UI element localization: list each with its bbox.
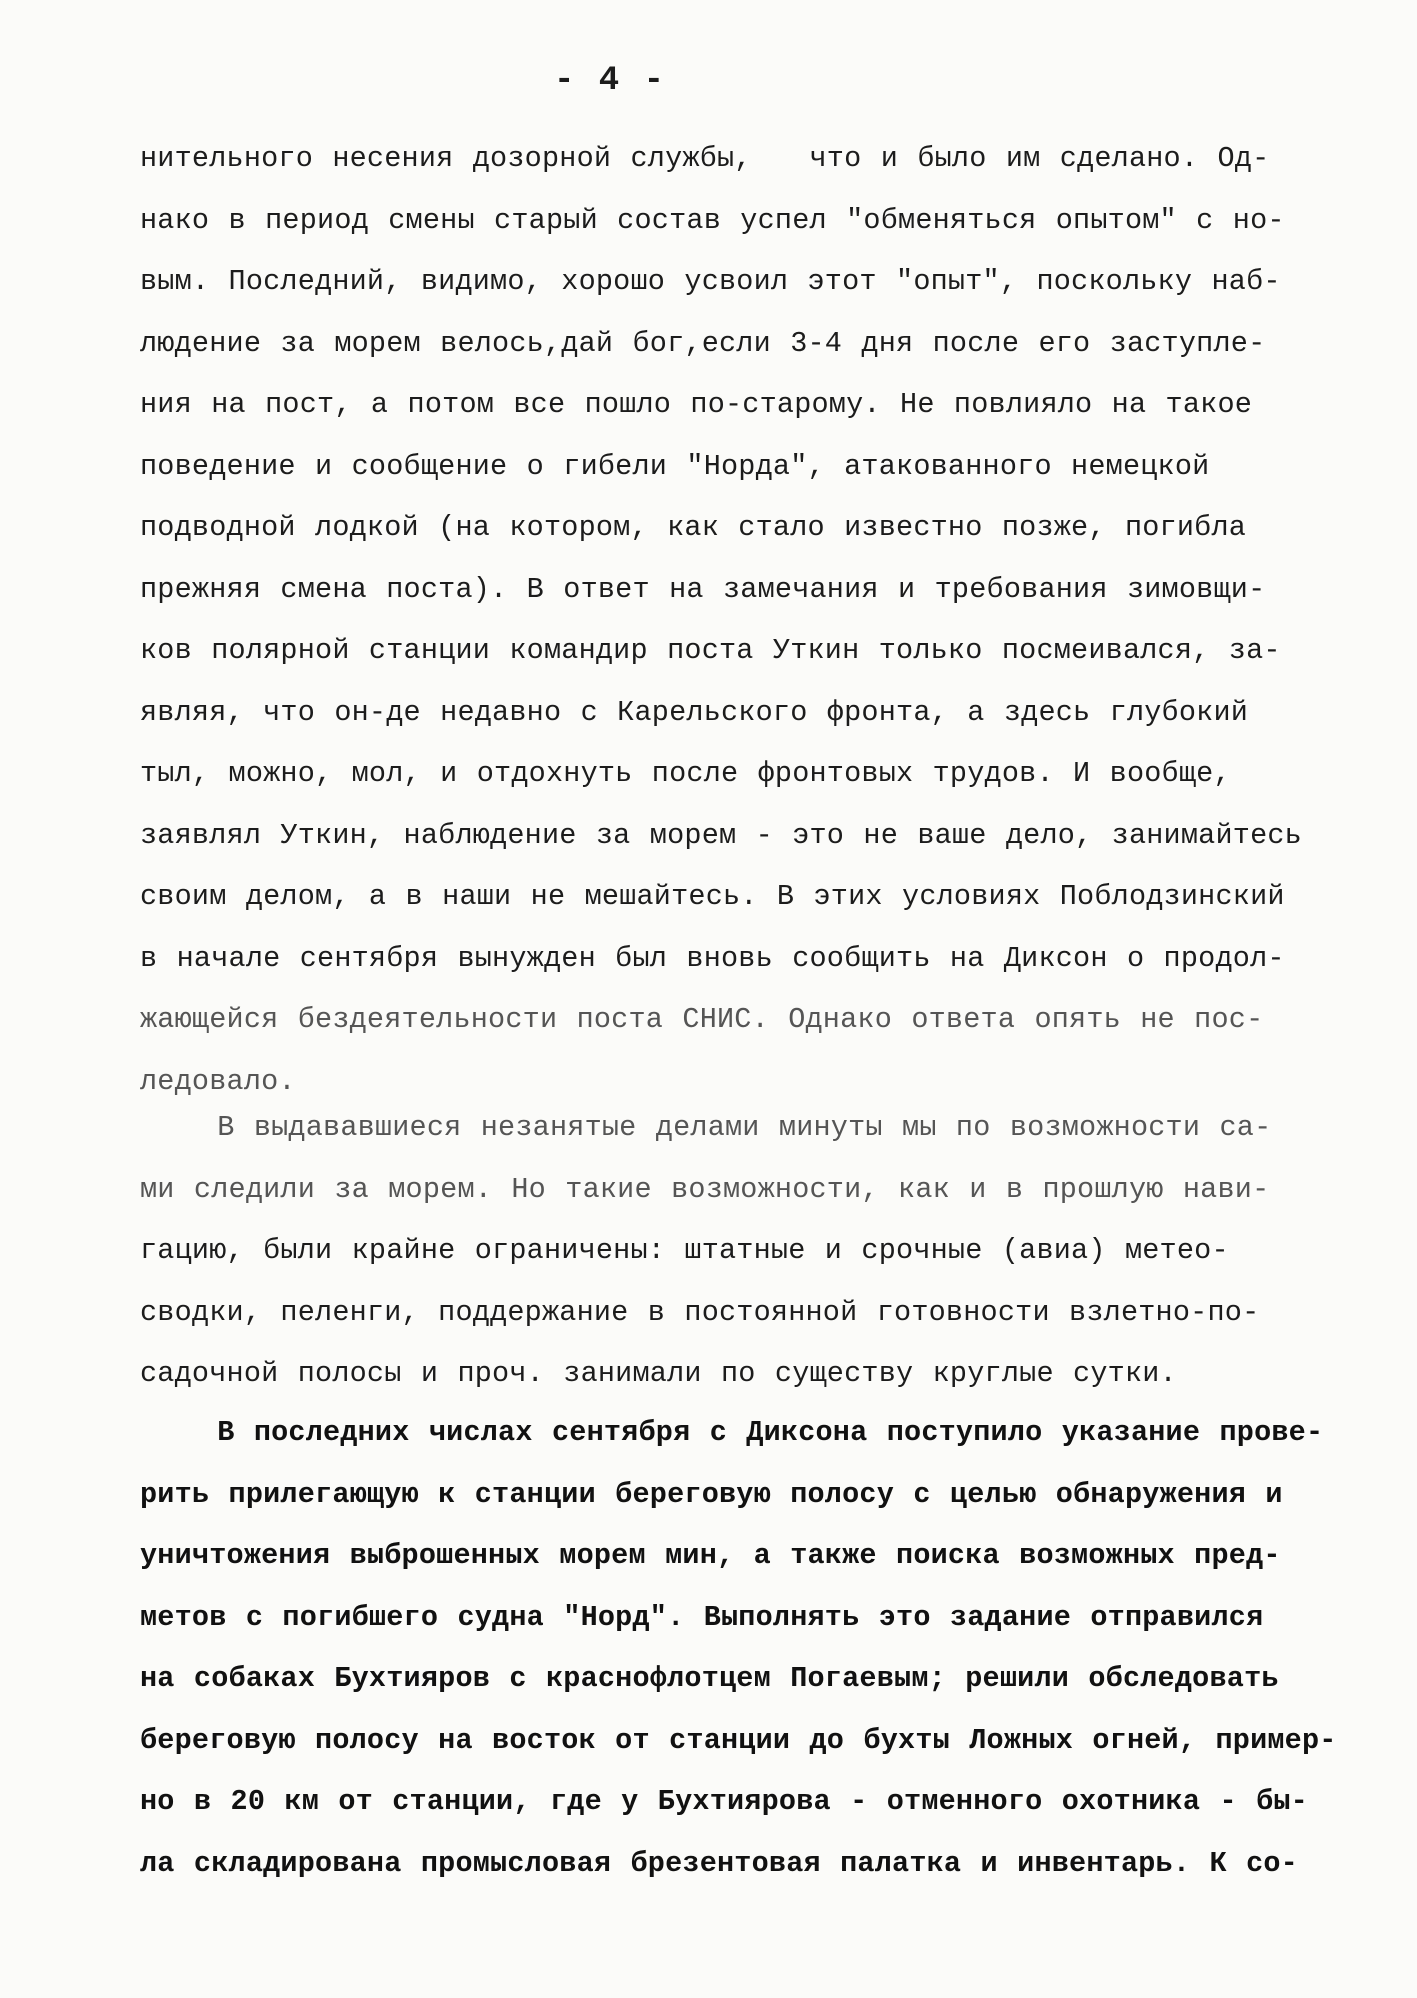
text-line: уничтожения выброшенных морем мин, а также поиска возможных пред- [140, 1539, 1281, 1572]
text-line: прежняя смена поста). В ответ на замечания и требования зимовщи- [140, 572, 1266, 606]
text-line: ния на пост, а потом все пошло по-старому. Не повлияло на такое [140, 388, 1253, 421]
text-line: заявлял Уткин, наблюдение за морем - это не ваше дело, занимайтесь [140, 818, 1302, 852]
paragraph-1 [140, 128, 1350, 1112]
text-line: береговую полосу на восток от станции до бухты Ложных огней, пример- [140, 1723, 1337, 1757]
text-line: вым. Последний, видимо, хорошо усвоил этот "опыт", поскольку наб- [140, 265, 1281, 298]
paragraph-2 [140, 1097, 1350, 1405]
text-line: ми следили за морем. Но такие возможности, как и в прошлую нави- [140, 1172, 1270, 1206]
text-line: подводной лодкой (на котором, как стало известно позже, погибла [140, 511, 1247, 544]
text-line: людение за морем велось,дай бог,если 3-4 дня после его заступле- [140, 326, 1266, 360]
text-line: ков полярной станции командир поста Уткин только посмеивался, за- [140, 634, 1281, 667]
text-line: В последних числах сентября с Диксона поступило указание прове- [140, 1416, 1324, 1449]
text-line: в начале сентября вынужден был вновь сообщить на Диксон о продол- [140, 941, 1285, 975]
text-line: своим делом, а в наши не мешайтесь. В этих условиях Поблодзинский [140, 880, 1285, 913]
text-line: В выдававшиеся незанятые делами минуты мы по возможности са- [140, 1111, 1272, 1144]
page-number: - 4 - [553, 62, 667, 100]
text-line: нительного несения дозорной службы, что и было им сделано. Од- [140, 142, 1270, 175]
text-line: рить прилегающую к станции береговую полосу с целью обнаружения и [140, 1477, 1283, 1511]
text-line: тыл, можно, мол, и отдохнуть после фронтовых трудов. И вообще, [140, 757, 1231, 790]
text-line: садочной полосы и проч. занимали по существу круглые сутки. [140, 1357, 1177, 1390]
text-line: гацию, были крайне ограничены: штатные и срочные (авиа) метео- [140, 1234, 1229, 1267]
text-line: на собаках Бухтияров с краснофлотцем Погаевым; решили обследовать [140, 1662, 1279, 1695]
text-line: метов с погибшего судна "Норд". Выполнять это задание отправился [140, 1600, 1264, 1634]
text-line: но в 20 км от станции, где у Бухтиярова - отменного охотника - бы- [140, 1785, 1308, 1818]
text-line: поведение и сообщение о гибели "Норда", атакованного немецкой [140, 449, 1210, 483]
text-line: ледовало. [140, 1064, 296, 1098]
text-line: нако в период смены старый состав успел "обменяться опытом" с но- [140, 203, 1285, 237]
text-line: сводки, пеленги, поддержание в постоянной готовности взлетно-по- [140, 1295, 1260, 1329]
text-line: ла складирована промысловая брезентовая палатка и инвентарь. К со- [140, 1846, 1298, 1880]
text-line: являя, что он-де недавно с Карельского фронта, а здесь глубокий [140, 695, 1249, 729]
text-line: жающейся бездеятельности поста СНИС. Однако ответа опять не пос- [140, 1003, 1264, 1036]
paragraph-3 [140, 1402, 1350, 1894]
